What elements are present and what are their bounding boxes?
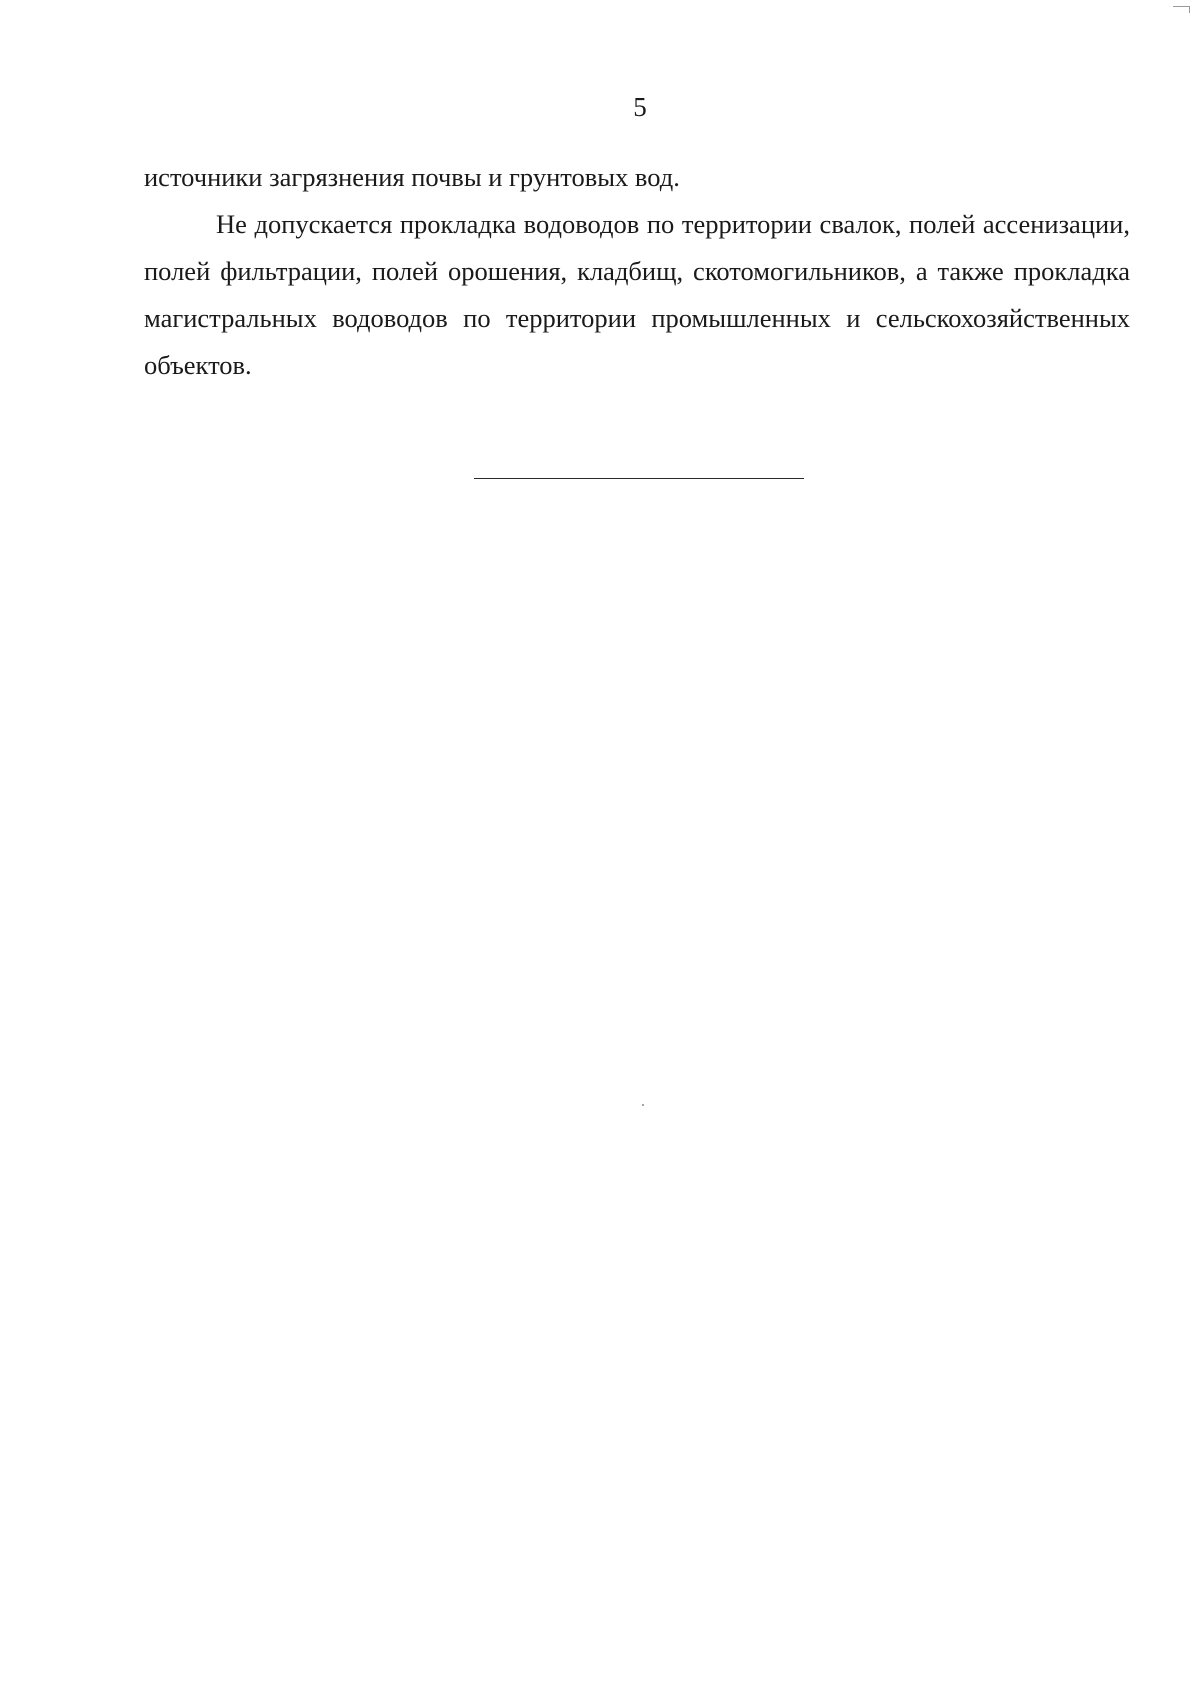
paragraph-main: Не допускается прокладка водоводов по территории свалок, полей ассенизации, полей фильтрации, полей орошения, кладбищ, скотомогильников, а также прокладка магистральных водоводов по территории промышленных и сельскохозяйственных объектов. — [144, 209, 1130, 380]
page-number: 5 — [633, 92, 647, 122]
paragraph-continuation: источники загрязнения почвы и грунтовых вод. — [144, 162, 680, 192]
body-text — [144, 154, 1130, 389]
scan-corner-mark — [1173, 6, 1190, 13]
end-of-text-separator — [474, 478, 804, 479]
scan-speck — [642, 1104, 644, 1106]
